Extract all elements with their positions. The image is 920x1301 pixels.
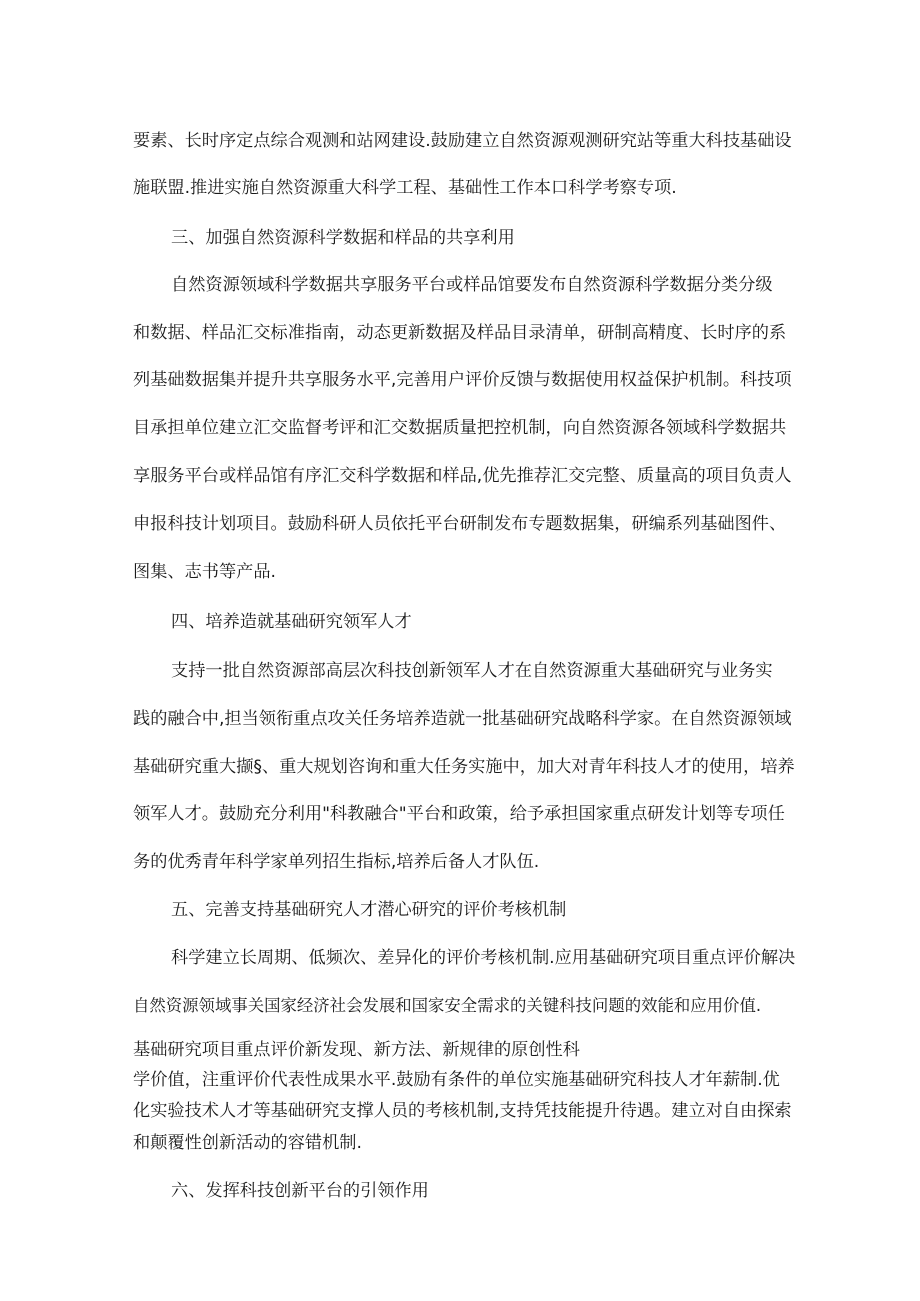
paragraph-line: 务的优秀青年科学家单列招生指标,培养后备人才队伍. bbox=[133, 852, 540, 872]
paragraph-line: 目承担单位建立汇交监督考评和汇交数据质量把控机制，向自然资源各领域科学数据共 bbox=[133, 418, 787, 438]
paragraph-line: 申报科技计划项目。鼓励科研人员依托平台研制发布专题数据集，研编系列基础图件、 bbox=[133, 514, 787, 534]
paragraph-line: 要素、长时序定点综合观测和站网建设.鼓励建立自然资源观测研究站等重大科技基础设 bbox=[133, 131, 792, 151]
paragraph-line: 学价值，注重评价代表性成果水平.鼓励有条件的单位实施基础研究科技人才年薪制.优 bbox=[133, 1070, 780, 1090]
paragraph-line: 支持一批自然资源部高层次科技创新领军人才在自然资源重大基础研究与业务实 bbox=[171, 661, 773, 681]
paragraph-line: 化实验技术人才等基础研究支撑人员的考核机制,支持凭技能提升待遇。建立对自由探索 bbox=[133, 1101, 792, 1121]
paragraph-line: 自然资源领域事关国家经济社会发展和国家安全需求的关键科技问题的效能和应用价值. bbox=[133, 996, 762, 1015]
paragraph-line: 和颠覆性创新活动的容错机制. bbox=[133, 1133, 362, 1153]
paragraph-line: 图集、志书等产品. bbox=[133, 562, 276, 582]
paragraph-line: 科学建立长周期、低频次、差异化的评价考核机制.应用基础研究项目重点评价解决 bbox=[171, 948, 796, 968]
paragraph-line: 领军人才。鼓励充分利用"科教融合"平台和政策，给予承担国家重点研发计划等专项任 bbox=[133, 804, 785, 824]
paragraph-line: 列基础数据集并提升共享服务水平,完善用户评价反馈与数据使用权益保护机制。科技项 bbox=[133, 370, 792, 390]
paragraph-line: 践的融合中,担当领衔重点攻关任务培养造就一批基础研究战略科学家。在自然资源领域 bbox=[133, 709, 792, 729]
section-heading: 四、培养造就基础研究领军人才 bbox=[171, 612, 412, 632]
paragraph-line: 和数据、样品汇交标准指南，动态更新数据及样品目录清单，研制高精度、长时序的系 bbox=[133, 323, 787, 343]
section-heading: 五、完善支持基础研究人才潜心研究的评价考核机制 bbox=[171, 900, 567, 920]
paragraph-line: 施联盟.推进实施自然资源重大科学工程、基础性工作本口科学考察专项. bbox=[133, 178, 677, 198]
section-heading: 六、发挥科技创新平台的引领作用 bbox=[171, 1181, 429, 1201]
paragraph-line: 基础研究重大撷§、重大规划咨询和重大任务实施中，加大对青年科技人才的使用，培养 bbox=[133, 757, 795, 777]
section-heading: 三、加强自然资源科学数据和样品的共享利用 bbox=[171, 228, 515, 248]
paragraph-line: 自然资源领域科学数据共享服务平台或样品馆要发布自然资源科学数据分类分级 bbox=[171, 275, 773, 295]
paragraph-line: 基础研究项目重点评价新发现、新方法、新规律的原创性科 bbox=[133, 1040, 580, 1060]
paragraph-line: 享服务平台或样品馆有序汇交科学数据和样品,优先推荐汇交完整、质量高的项目负责人 bbox=[133, 466, 792, 486]
